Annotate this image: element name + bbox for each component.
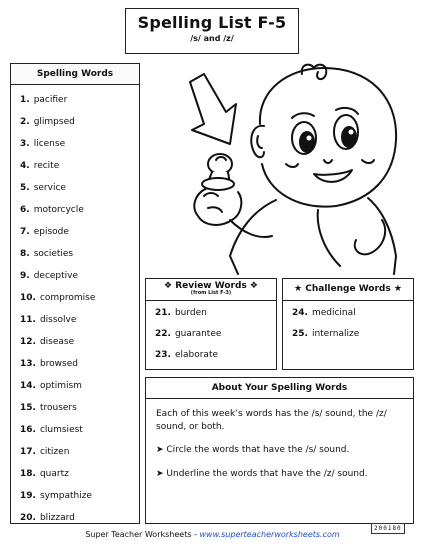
list-item — [292, 329, 359, 339]
word-text: trousers — [39, 403, 77, 413]
word-text: guarantee — [174, 329, 222, 339]
list-item — [20, 468, 69, 480]
challenge-words-heading: ★ Challenge Words ★ — [283, 279, 413, 301]
word-number: 22. — [155, 329, 171, 339]
word-text: medicinal — [311, 308, 356, 318]
word-number: 6. — [20, 205, 30, 215]
list-item — [20, 94, 67, 106]
title-box — [125, 8, 299, 54]
about-heading: About Your Spelling Words — [146, 378, 413, 399]
word-text: internalize — [311, 329, 360, 339]
list-item — [155, 308, 207, 318]
footer-text: Super Teacher Worksheets - — [85, 530, 200, 539]
list-item — [155, 350, 218, 360]
word-text: glimpsed — [33, 117, 75, 127]
word-text: episode — [33, 227, 69, 237]
word-number: 4. — [20, 161, 30, 171]
list-item — [20, 424, 83, 436]
word-number: 17. — [20, 447, 36, 457]
word-text: motorcycle — [33, 205, 84, 215]
word-number: 14. — [20, 381, 36, 391]
spelling-words-box — [10, 63, 140, 524]
baby-hand — [194, 188, 241, 225]
list-item — [20, 138, 65, 150]
spelling-words-heading: Spelling Words — [11, 64, 139, 85]
word-number: 25. — [292, 329, 308, 339]
list-item — [20, 380, 82, 392]
baby-pacifier-illustration — [168, 60, 418, 275]
word-number: 20. — [20, 513, 36, 523]
review-words-heading: ❖ Review Words ❖ — [164, 281, 258, 291]
word-number: 10. — [20, 293, 36, 303]
list-item — [20, 336, 74, 348]
list-item — [20, 226, 69, 238]
list-item — [20, 270, 78, 282]
list-item — [20, 512, 75, 524]
footer-link[interactable]: www.superteacherworksheets.com — [199, 530, 340, 539]
word-number: 24. — [292, 308, 308, 318]
list-item — [155, 329, 221, 339]
list-item — [20, 292, 95, 304]
word-number: 23. — [155, 350, 171, 360]
baby-head — [260, 68, 396, 207]
list-item — [20, 314, 76, 326]
word-number: 13. — [20, 359, 36, 369]
word-text: license — [33, 139, 66, 149]
word-number: 9. — [20, 271, 30, 281]
list-item — [20, 358, 78, 370]
list-item — [20, 182, 66, 194]
word-text: burden — [174, 308, 207, 318]
word-number: 16. — [20, 425, 36, 435]
word-number: 19. — [20, 491, 36, 501]
review-words-source: (from List F-3) — [190, 290, 232, 296]
review-words-box — [145, 278, 277, 370]
list-item — [20, 446, 69, 458]
word-text: elaborate — [174, 350, 219, 360]
list-item — [20, 248, 73, 260]
list-item — [20, 490, 92, 502]
word-text: deceptive — [33, 271, 79, 281]
word-number: 21. — [155, 308, 171, 318]
list-item — [20, 204, 84, 216]
word-text: quartz — [39, 469, 69, 479]
challenge-words-box — [282, 278, 414, 370]
word-number: 11. — [20, 315, 36, 325]
word-text: browsed — [39, 359, 78, 369]
word-number: 12. — [20, 337, 36, 347]
page-subtitle: /s/ and /z/ — [190, 34, 234, 43]
about-instruction-circle: ➤ Circle the words that have the /s/ sound. — [156, 445, 350, 455]
word-number: 2. — [20, 117, 30, 127]
list-item — [292, 308, 356, 318]
word-text: service — [33, 183, 66, 193]
word-text: clumsiest — [39, 425, 83, 435]
word-text: dissolve — [39, 315, 77, 325]
footer — [0, 530, 425, 539]
arrow-icon — [190, 74, 236, 144]
word-text: pacifier — [33, 95, 68, 105]
word-text: disease — [39, 337, 75, 347]
review-words-header — [146, 279, 276, 301]
word-number: 15. — [20, 403, 36, 413]
word-text: societies — [33, 249, 74, 259]
pacifier-icon — [202, 154, 234, 190]
list-item — [20, 160, 59, 172]
word-number: 18. — [20, 469, 36, 479]
word-text: citizen — [39, 447, 70, 457]
about-instruction-underline: ➤ Underline the words that have the /z/ sound. — [156, 469, 368, 479]
word-number: 5. — [20, 183, 30, 193]
word-text: sympathize — [39, 491, 92, 501]
list-item — [20, 402, 77, 414]
about-intro: Each of this week’s words has the /s/ sound, the /z/ sound, or both. — [156, 409, 387, 432]
word-text: blizzard — [39, 513, 75, 523]
word-number: 1. — [20, 95, 30, 105]
word-number: 3. — [20, 139, 30, 149]
page-title: Spelling List F-5 — [137, 13, 287, 32]
word-text: compromise — [39, 293, 96, 303]
about-box — [145, 377, 414, 524]
word-number: 7. — [20, 227, 30, 237]
word-text: recite — [33, 161, 60, 171]
word-number: 8. — [20, 249, 30, 259]
worksheet-code: 200180 — [371, 523, 405, 534]
list-item — [20, 116, 75, 128]
word-text: optimism — [39, 381, 82, 391]
